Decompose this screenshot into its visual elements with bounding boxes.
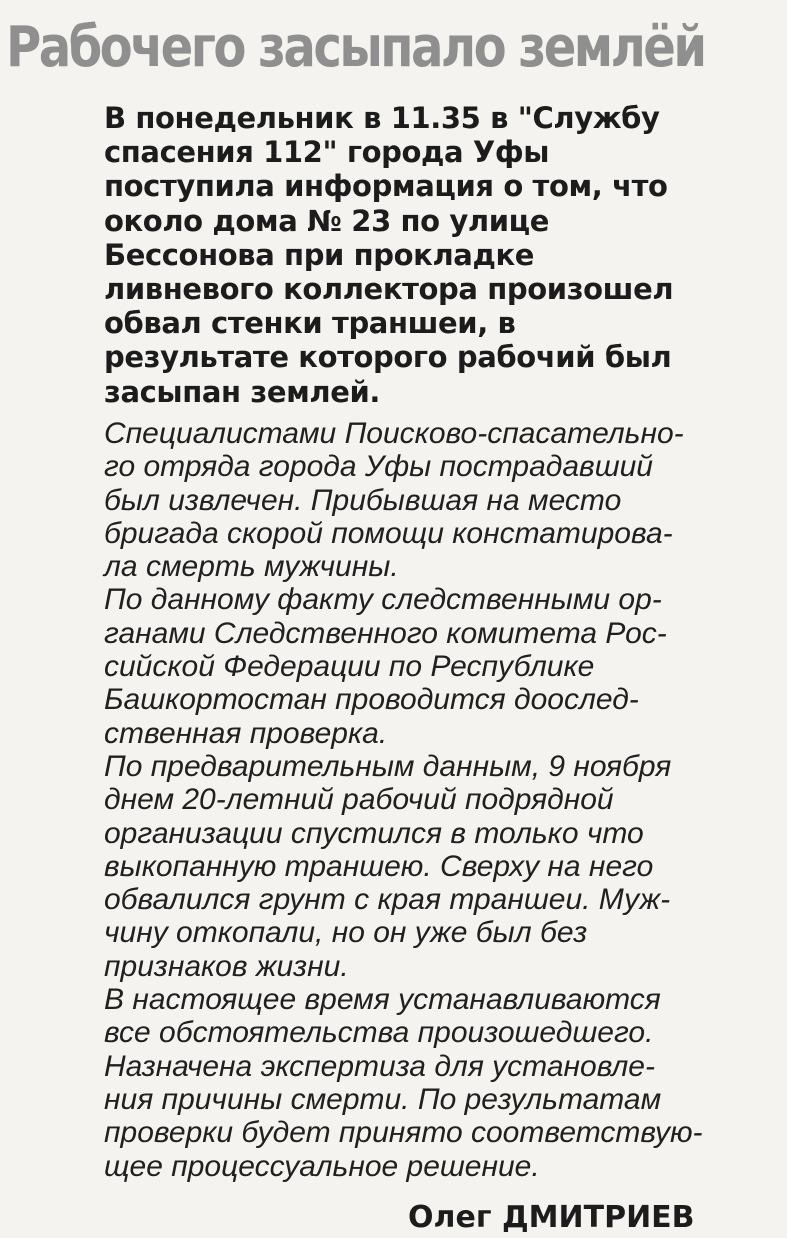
article-author: Олег ДМИТРИЕВ xyxy=(408,1200,695,1235)
article-headline: Рабочего засыпало землёй xyxy=(6,15,705,80)
article-body-text: Специалистами Поисково-спасательно- го отряда города Уфы пострадавший был извлечен. Прибывшая на место бригада скорой помощи констатирова- ла смерть мужчины. По данному факту следственными ор- ганами Следственного комитета Рос- сийской Федерации по Республике Башкортостан проводится доослед- ственная проверка. По предварительным данным, 9 ноября днем 20-летний рабочий подрядной организации спустился в только что выкопанную траншею. Сверху на него обвалился грунт с края траншеи. Муж- чину откопали, но он уже был без признаков жизни. В настоящее время устанавливаются все обстоятельства произошедшего. Назначена экспертиза для установле- ния причины смерти. По результатам проверки будет принято соответствую- щее процессуальное решение. xyxy=(104,417,703,1183)
article-lead-paragraph: В понедельник в 11.35 в "Службу спасения 112" города Уфы поступила информация о том, что около дома № 23 по улице Бессонова при прокладке ливневого коллектора произошел обвал стенки траншеи, в результате которого рабочий был засыпан землей. xyxy=(104,101,674,409)
